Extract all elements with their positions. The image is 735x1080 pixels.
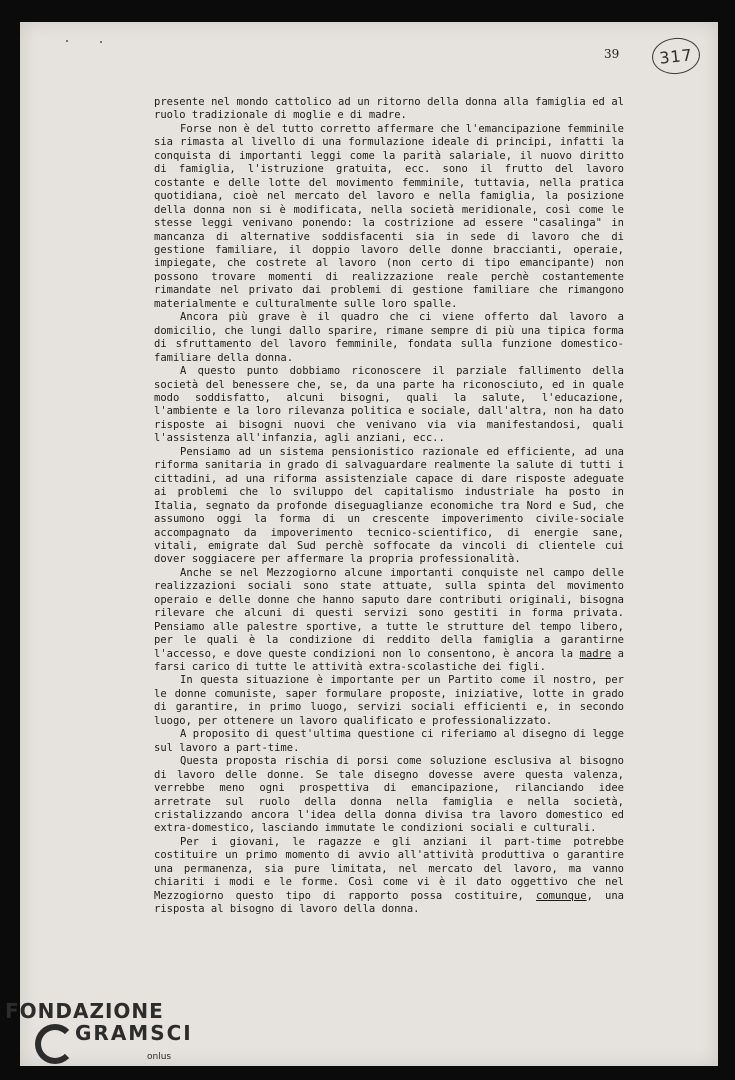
paper-speck [66,40,68,42]
underlined-word: madre [579,647,612,660]
paragraph-text: Per i giovani, le ragazze e gli anziani il part-time potrebbe costituire un primo momento di avvio all'attività produttiva o garantire una permanenza, sia pure limitata, nel mercato del lavoro, ma vanno chiariti i modi e le forme. Così come vi è il dato oggettivo che nel Mezzogiorno questo tipo di rapporto possa costituire, [154,835,624,902]
paragraph: Forse non è del tutto corretto affermare che l'emancipazione femminile sia rimasta al livello di una formulazione ideale di principi, infatti la conquista di importanti leggi come la parità salariale, il nuovo diritto di famiglia, l'istruzione gratuita, ecc. sono il frutto del lavoro costante e delle lotte del movimento femminile, tuttavia, nella pratica quotidiana, cioè nel mercato del lavoro e nella famiglia, la posizione della donna non si è modificata, nella società meridionale, così come le stesse leggi venivano ponendo: la costrizione ad essere "casalinga" in mancanza di alternative soddisfacenti sia in sede di lavoro che di gestione familiare, il doppio lavoro delle donne braccianti, operaie, impiegate, che costrete al lavoro (non certo di tipo emancipante) non possono trovare momenti di realizzazione reale perchè costantemente rimandate nel privato dai problemi di gestione familiare che rimangono materialmente e culturalmente sulle loro spalle. [154,122,624,310]
archive-number-stamp: 317 [650,36,702,77]
paragraph: Ancora più grave è il quadro che ci viene offerto dal lavoro a domicilio, che lungi dallo sparire, rimane sempre di più una tipica forma di sfruttamento del lavoro femminile, fondata sulla funzione domestico-familiare della donna. [154,311,624,364]
paragraph: Pensiamo ad un sistema pensionistico razionale ed efficiente, ad una riforma sanitaria in grado di salvaguardare realmente la salute di tutti i cittadini, ad una riforma assistenziale capace di dare risposte adeguate ai problemi che lo sviluppo del capitalismo industriale ha posto in Italia, segnato da profonde diseguaglianze economiche tra Nord e Sud, che assumono oggi la forma di un crescente impoverimento civile-sociale accompagnato da impoverimento tecnico-scientifico, di energie sane, vitali, emigrate dal Sud perchè soffocate da vincoli di clientele cui dover soggiacere per affermare la propria professionalità. [154,445,624,566]
paragraph: A questo punto dobbiamo riconoscere il parziale fallimento della società del benessere che, se, da una parte ha riconosciuto, ed in quale modo soddisfatto, alcuni bisogni, quali la salute, l'educazione, l'ambiente e la loro rilevanza politica e sociale, dall'altra, non ha dato risposte ai bisogni nuovi che venivano via via manifestandosi, quali l'assistenza all'infanzia, agli anziani, ecc.. [154,365,624,445]
paragraph-text: Anche se nel Mezzogiorno alcune importanti conquiste nel campo delle realizzazioni sociali sono state attuate, sulla spinta del movimento operaio e delle donne che hanno saputo dare contributi originali, bisogna rilevare che alcuni di questi servizi sono gestiti in forma privata. Pensiamo alle palestre sportive, a tutte le strutture del tempo libero, per le quali è la condizione di reddito della famiglia a garantirne l'accesso, e dove queste condizioni non lo consentono, è ancora la [154,566,624,660]
paragraph: Questa proposta rischia di porsi come soluzione esclusiva al bisogno di lavoro delle donne. Se tale disegno dovesse avere questa valenza, verrebbe meno ogni prospettiva di emancipazione, rilanciando idee arretrate sul ruolo della donna nella famiglia e nella società, cristalizzando ancora l'idea della donna divisa tra lavoro domestico ed extra-domestico, lasciando immutate le condizioni sociali e culturali. [154,755,624,835]
paper-speck [100,41,102,43]
watermark-line1: FONDAZIONE [5,999,164,1023]
archive-watermark [5,999,193,1062]
paragraph [154,836,624,917]
underlined-word: comunque [536,889,587,902]
watermark-line2: GRAMSCI [75,1021,193,1045]
paragraph: A proposito di quest'ultima questione ci riferiamo al disegno di legge sul lavoro a part-time. [154,728,624,754]
watermark-subtitle: onlus [147,1052,172,1062]
page-number: 39 [604,47,620,61]
paragraph [154,567,624,675]
paragraph: In questa situazione è importante per un Partito come il nostro, per le donne comuniste, saper formulare proposte, iniziative, lotte in grado di garantire, in primo luogo, servizi sociali efficienti e, in secondo luogo, per ottenere un lavoro qualificato e professionalizzato. [154,674,624,727]
gramsci-logo-icon [35,1024,75,1064]
paragraph-text: , una risposta al bisogno di lavoro della donna. [154,889,624,916]
paragraph-text: a farsi carico di tutte le attività extra-scolastiche dei figli. [154,647,624,674]
body-text [154,96,624,917]
paragraph: presente nel mondo cattolico ad un ritorno della donna alla famiglia ed al ruolo tradizionale di moglie e di madre. [154,96,624,122]
